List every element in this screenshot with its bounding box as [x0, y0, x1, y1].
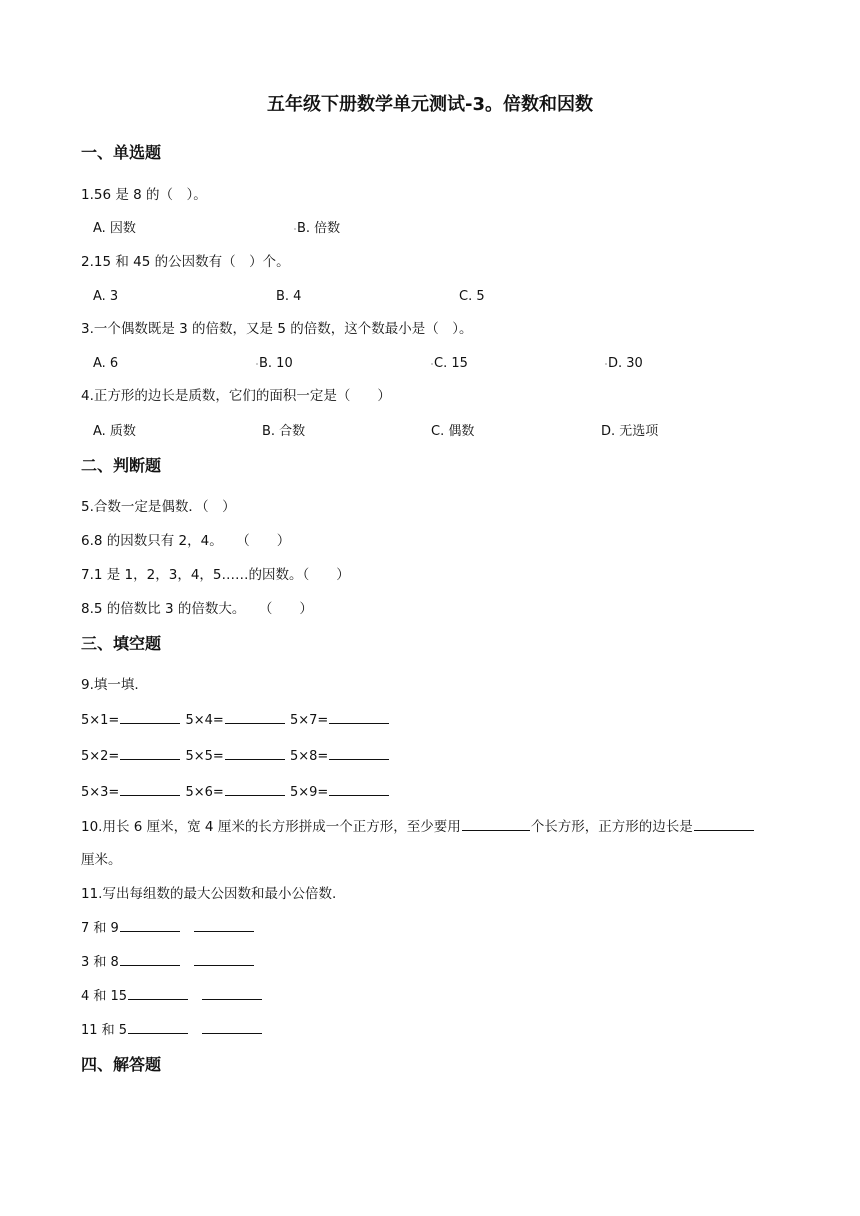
q9-row-2 [81, 750, 390, 763]
q4-option-b: B. 合数 [262, 424, 306, 439]
option-marker-icon [431, 363, 433, 365]
question-11: 11.写出每组数的最大公因数和最小公倍数. [81, 886, 337, 902]
q9-expr: 5×1= [81, 713, 120, 728]
section-heading-single-choice: 一、单选题 [81, 143, 162, 162]
question-1: 1.56 是 8 的（ ）。 [81, 187, 207, 203]
q9-expr: 5×3= [81, 785, 120, 800]
question-4: 4.正方形的边长是质数，它们的面积一定是（ ） [81, 388, 391, 404]
answer-blank[interactable] [128, 998, 188, 1000]
answer-blank[interactable] [225, 758, 285, 760]
q11-pair: 4 和 15 [81, 989, 128, 1004]
answer-blank[interactable] [202, 998, 262, 1000]
answer-blank[interactable] [194, 964, 254, 966]
question-7: 7.1 是 1，2，3，4，5……的因数。（ ） [81, 567, 350, 583]
q2-option-c: C. 5 [459, 289, 485, 304]
page-title: 五年级下册数学单元测试-3。倍数和因数 [267, 94, 593, 115]
q2-option-a: A. 3 [93, 289, 119, 304]
q1-option-b [294, 222, 340, 235]
answer-blank[interactable] [120, 964, 180, 966]
section-heading-true-false: 二、判断题 [81, 456, 162, 475]
option-marker-icon [605, 363, 607, 365]
question-10 [81, 821, 755, 835]
q11-row-1 [81, 922, 255, 935]
question-9: 9.填一填. [81, 677, 139, 693]
q11-row-2 [81, 956, 255, 969]
q9-expr: 5×6= [185, 785, 224, 800]
answer-blank[interactable] [128, 1032, 188, 1034]
q11-row-4 [81, 1024, 263, 1037]
q3-option-c-label: C. 15 [434, 356, 468, 371]
answer-blank[interactable] [120, 758, 180, 760]
q9-row-3 [81, 786, 390, 799]
answer-blank[interactable] [225, 722, 285, 724]
q10-text-part2: 个长方形，正方形的边长是 [530, 819, 693, 835]
q1-option-b-label: B. 倍数 [297, 221, 341, 236]
answer-blank[interactable] [202, 1032, 262, 1034]
q3-option-a: A. 6 [93, 356, 119, 371]
answer-blank[interactable] [194, 930, 254, 932]
q11-pair: 11 和 5 [81, 1023, 128, 1038]
q11-row-3 [81, 990, 263, 1003]
option-marker-icon [256, 363, 258, 365]
section-heading-solve: 四、解答题 [81, 1055, 162, 1074]
answer-blank[interactable] [462, 829, 530, 831]
question-5: 5.合数一定是偶数．（ ） [81, 499, 236, 515]
q9-expr: 5×2= [81, 749, 120, 764]
q3-option-b [256, 357, 293, 370]
answer-blank[interactable] [120, 794, 180, 796]
q3-option-b-label: B. 10 [259, 356, 293, 371]
q9-expr: 5×4= [185, 713, 224, 728]
question-6: 6.8 的因数只有 2，4。 （ ） [81, 533, 291, 549]
q2-option-b: B. 4 [276, 289, 302, 304]
answer-blank[interactable] [225, 794, 285, 796]
q4-option-c: C. 偶数 [431, 424, 475, 439]
q9-expr: 5×8= [289, 749, 329, 764]
q9-expr: 5×5= [185, 749, 224, 764]
q1-option-a: A. 因数 [93, 221, 136, 236]
answer-blank[interactable] [120, 930, 180, 932]
answer-blank[interactable] [120, 722, 180, 724]
question-10-continued: 厘米。 [81, 852, 122, 868]
answer-blank[interactable] [329, 722, 389, 724]
q9-expr: 5×7= [289, 713, 329, 728]
q11-pair: 3 和 8 [81, 955, 119, 970]
q4-option-d: D. 无选项 [601, 424, 659, 439]
q3-option-c [431, 357, 468, 370]
q3-option-d-label: D. 30 [608, 356, 643, 371]
q11-pair: 7 和 9 [81, 921, 119, 936]
question-8: 8.5 的倍数比 3 的倍数大。 （ ） [81, 601, 313, 617]
q3-option-d [605, 357, 643, 370]
q9-row-1 [81, 714, 390, 727]
q10-text-part1: 10.用长 6 厘米，宽 4 厘米的长方形拼成一个正方形，至少要用 [81, 819, 461, 835]
question-2: 2.15 和 45 的公因数有（ ）个。 [81, 254, 290, 270]
answer-blank[interactable] [329, 758, 389, 760]
question-3: 3.一个偶数既是 3 的倍数，又是 5 的倍数，这个数最小是（ ）。 [81, 321, 473, 337]
q4-option-a: A. 质数 [93, 424, 136, 439]
answer-blank[interactable] [329, 794, 389, 796]
section-heading-fill-blank: 三、填空题 [81, 634, 162, 653]
option-marker-icon [294, 228, 296, 230]
q9-expr: 5×9= [289, 785, 329, 800]
answer-blank[interactable] [694, 829, 754, 831]
